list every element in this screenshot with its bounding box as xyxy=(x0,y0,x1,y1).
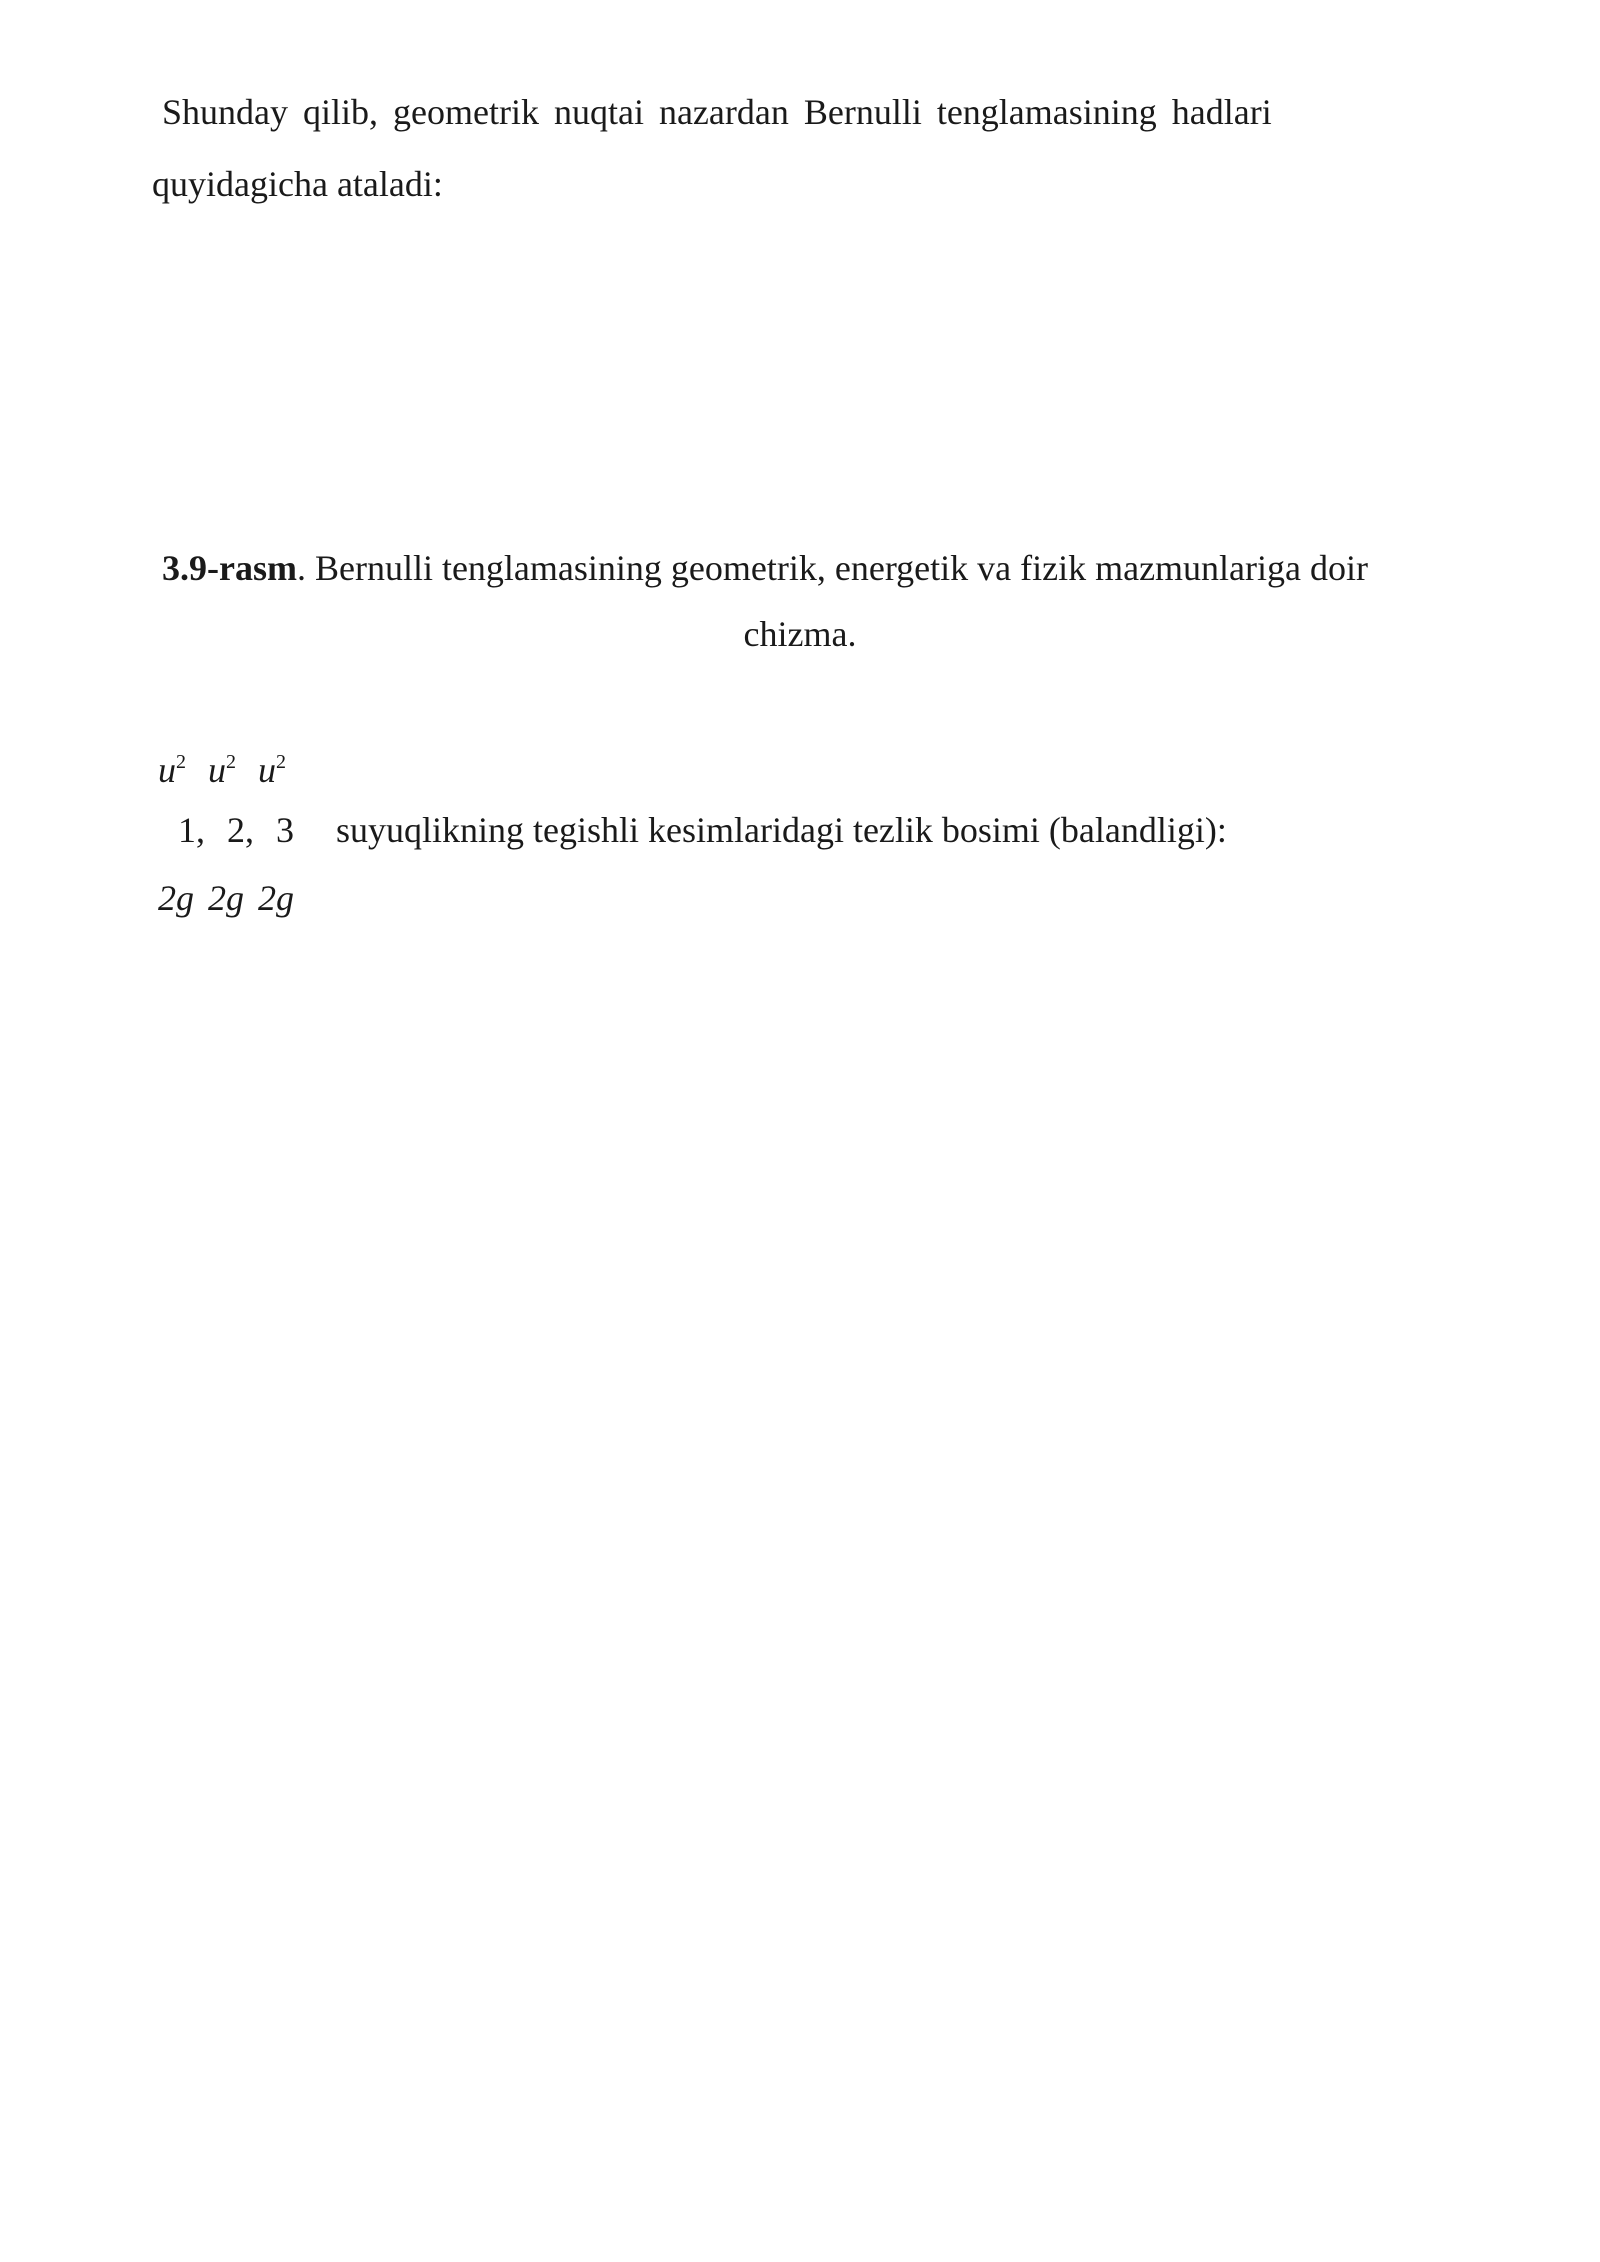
figure-caption-label: 3.9-rasm xyxy=(162,548,297,588)
formula-numerators xyxy=(158,740,286,792)
formula-exponent-3: 2 xyxy=(276,751,286,773)
formula-separator-1: , xyxy=(196,810,205,850)
formula-numerator-2: u xyxy=(208,750,226,790)
formula-index-3: 3 xyxy=(276,810,294,850)
formula-exponent-1: 2 xyxy=(176,751,186,773)
figure-caption-continuation: chizma. xyxy=(743,614,857,654)
formula-indices xyxy=(178,808,294,852)
formula-index-1: 1 xyxy=(178,810,196,850)
figure-caption xyxy=(162,546,1368,590)
formula-denominators xyxy=(158,876,294,920)
formula-numerator-1: u xyxy=(158,750,176,790)
paragraph-line-2: quyidagicha ataladi: xyxy=(152,164,443,204)
formula-description: suyuqlikning tegishli kesimlaridagi tezlik bosimi (balandligi): xyxy=(336,810,1227,850)
formula-index-2: 2 xyxy=(227,810,245,850)
formula-denominator-3: 2g xyxy=(258,878,294,918)
figure-caption-text: . Bernulli tenglamasining geometrik, energetik va fizik mazmunlariga doir xyxy=(296,548,1368,588)
formula-denominator-1: 2g xyxy=(158,878,194,918)
formula-numerator-3: u xyxy=(258,750,276,790)
formula-denominator-2: 2g xyxy=(208,878,244,918)
formula-separator-2: , xyxy=(245,810,254,850)
paragraph-line-1: Shunday qilib, geometrik nuqtai nazardan Bernulli tenglamasining hadlari xyxy=(162,92,1272,132)
formula-exponent-2: 2 xyxy=(226,751,236,773)
